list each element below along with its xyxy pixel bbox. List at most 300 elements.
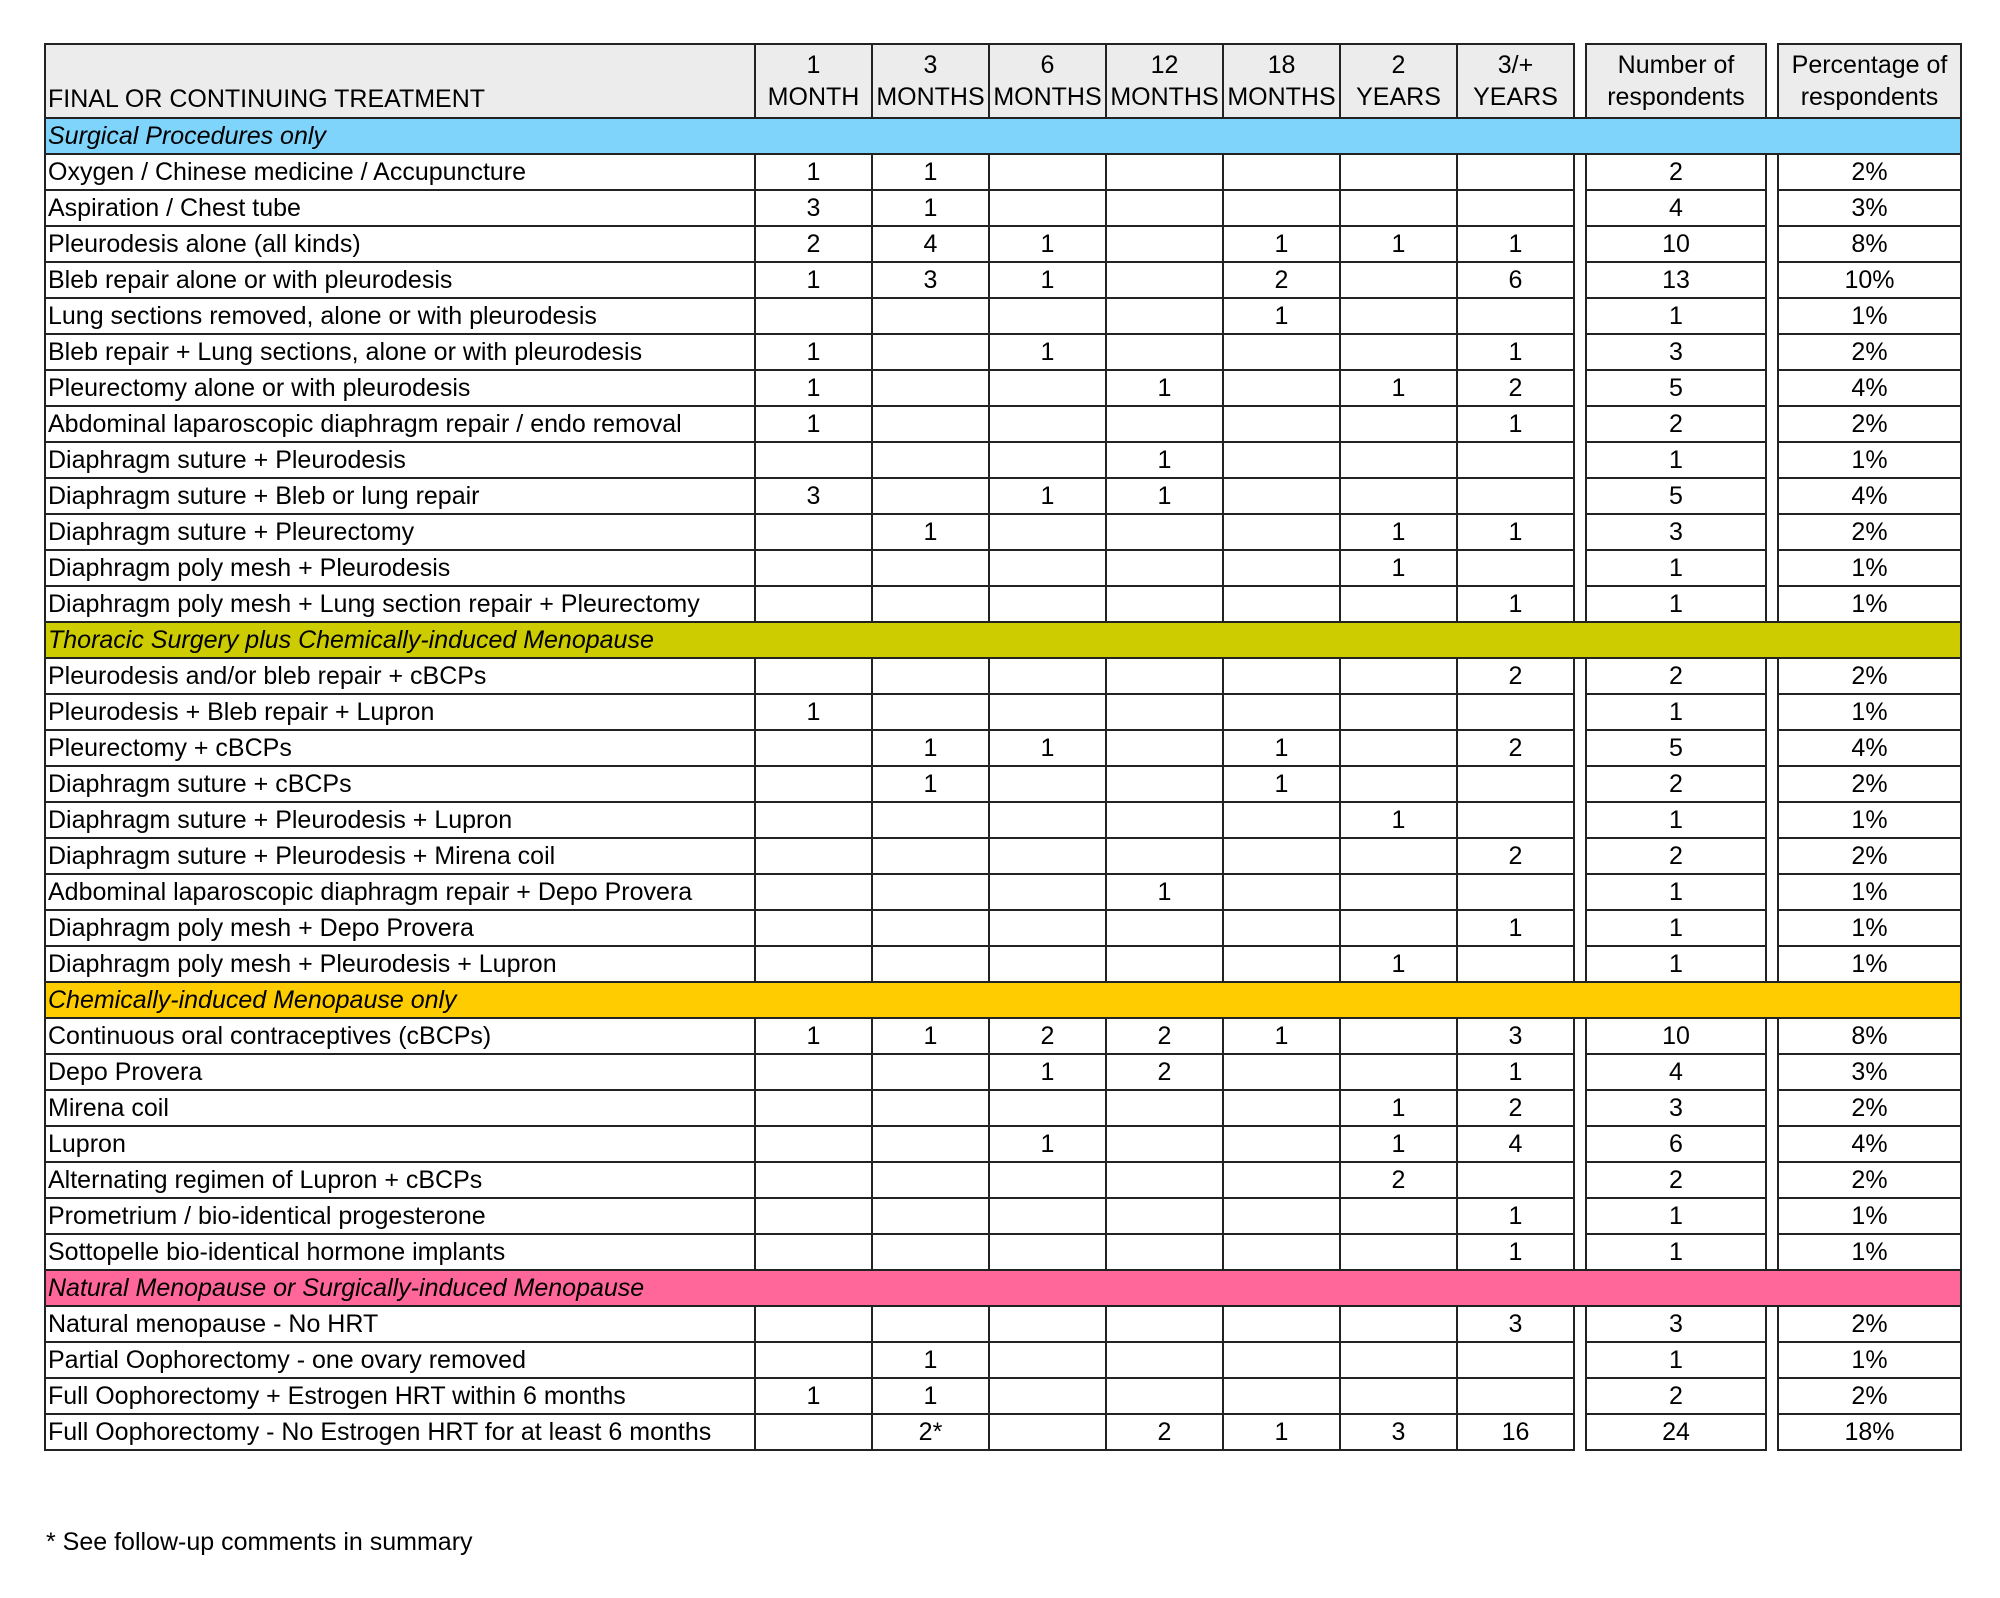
column-gap bbox=[1766, 334, 1778, 370]
column-gap bbox=[1574, 838, 1586, 874]
column-gap bbox=[1766, 1162, 1778, 1198]
column-gap bbox=[1766, 262, 1778, 298]
period-cell bbox=[1340, 1378, 1457, 1414]
period-cell bbox=[1223, 1162, 1340, 1198]
period-cell: 2 bbox=[1457, 730, 1574, 766]
column-gap bbox=[1574, 226, 1586, 262]
period-cell: 2 bbox=[1457, 370, 1574, 406]
percentage-cell: 1% bbox=[1778, 910, 1961, 946]
table-row bbox=[45, 262, 1961, 298]
percentage-cell: 2% bbox=[1778, 838, 1961, 874]
column-gap bbox=[1766, 1090, 1778, 1126]
period-cell bbox=[989, 946, 1106, 982]
period-cell bbox=[872, 802, 989, 838]
period-cell: 1 bbox=[872, 514, 989, 550]
period-cell bbox=[1223, 1198, 1340, 1234]
percentage-cell: 1% bbox=[1778, 298, 1961, 334]
period-cell bbox=[1457, 298, 1574, 334]
period-cell bbox=[1106, 550, 1223, 586]
section-title: Chemically-induced Menopause only bbox=[45, 982, 1961, 1018]
period-cell bbox=[1223, 190, 1340, 226]
period-cell: 1 bbox=[755, 1018, 872, 1054]
period-cell bbox=[1106, 1342, 1223, 1378]
column-gap bbox=[1574, 910, 1586, 946]
period-cell bbox=[1340, 874, 1457, 910]
column-gap bbox=[1574, 406, 1586, 442]
column-gap bbox=[1766, 730, 1778, 766]
number-cell: 1 bbox=[1586, 298, 1766, 334]
number-cell: 1 bbox=[1586, 442, 1766, 478]
column-gap bbox=[1766, 910, 1778, 946]
period-cell bbox=[1223, 1090, 1340, 1126]
table-row bbox=[45, 1054, 1961, 1090]
percentage-cell: 2% bbox=[1778, 406, 1961, 442]
period-cell bbox=[1340, 694, 1457, 730]
column-gap bbox=[1766, 514, 1778, 550]
column-gap bbox=[1574, 550, 1586, 586]
percentage-cell: 1% bbox=[1778, 694, 1961, 730]
period-cell: 1 bbox=[1223, 298, 1340, 334]
column-gap bbox=[1766, 1126, 1778, 1162]
column-gap bbox=[1574, 1126, 1586, 1162]
header-period: 6 MONTHS bbox=[989, 44, 1106, 118]
period-cell bbox=[755, 1414, 872, 1450]
period-cell: 4 bbox=[872, 226, 989, 262]
period-cell: 1 bbox=[989, 730, 1106, 766]
period-cell: 1 bbox=[1223, 730, 1340, 766]
period-cell: 1 bbox=[1223, 226, 1340, 262]
percentage-cell: 1% bbox=[1778, 586, 1961, 622]
period-cell: 1 bbox=[1106, 874, 1223, 910]
column-gap bbox=[1574, 514, 1586, 550]
percentage-cell: 2% bbox=[1778, 334, 1961, 370]
header-treatment: FINAL OR CONTINUING TREATMENT bbox=[45, 44, 755, 118]
period-cell: 1 bbox=[1340, 514, 1457, 550]
treatment-cell: Diaphragm suture + Pleurodesis bbox=[45, 442, 755, 478]
column-gap bbox=[1766, 226, 1778, 262]
period-cell: 1 bbox=[989, 478, 1106, 514]
column-gap bbox=[1766, 442, 1778, 478]
table-row bbox=[45, 586, 1961, 622]
section-row bbox=[45, 622, 1961, 658]
period-cell bbox=[755, 442, 872, 478]
period-cell bbox=[989, 154, 1106, 190]
number-cell: 4 bbox=[1586, 1054, 1766, 1090]
period-cell: 2 bbox=[1457, 658, 1574, 694]
column-gap bbox=[1574, 730, 1586, 766]
column-gap bbox=[1766, 658, 1778, 694]
period-cell: 1 bbox=[755, 154, 872, 190]
treatment-cell: Diaphragm poly mesh + Pleurodesis bbox=[45, 550, 755, 586]
period-cell: 2* bbox=[872, 1414, 989, 1450]
table-row bbox=[45, 1378, 1961, 1414]
period-cell: 1 bbox=[755, 694, 872, 730]
column-gap bbox=[1766, 1054, 1778, 1090]
period-cell bbox=[1223, 802, 1340, 838]
period-cell: 1 bbox=[1457, 1198, 1574, 1234]
treatment-cell: Pleurodesis + Bleb repair + Lupron bbox=[45, 694, 755, 730]
percentage-cell: 2% bbox=[1778, 1378, 1961, 1414]
footnote: * See follow-up comments in summary bbox=[46, 1528, 473, 1556]
number-cell: 6 bbox=[1586, 1126, 1766, 1162]
column-gap bbox=[1574, 1018, 1586, 1054]
period-cell bbox=[1223, 1054, 1340, 1090]
period-cell bbox=[755, 802, 872, 838]
period-cell bbox=[872, 1054, 989, 1090]
period-cell bbox=[1340, 478, 1457, 514]
period-cell: 1 bbox=[1340, 802, 1457, 838]
period-cell bbox=[1223, 370, 1340, 406]
percentage-cell: 2% bbox=[1778, 1162, 1961, 1198]
period-cell bbox=[1223, 550, 1340, 586]
period-cell bbox=[1106, 1234, 1223, 1270]
period-cell bbox=[755, 1198, 872, 1234]
number-cell: 3 bbox=[1586, 334, 1766, 370]
column-gap bbox=[1574, 190, 1586, 226]
period-cell bbox=[1106, 334, 1223, 370]
period-cell bbox=[989, 586, 1106, 622]
period-cell: 3 bbox=[1457, 1306, 1574, 1342]
number-cell: 1 bbox=[1586, 586, 1766, 622]
percentage-cell: 3% bbox=[1778, 190, 1961, 226]
percentage-cell: 2% bbox=[1778, 514, 1961, 550]
period-cell bbox=[1223, 874, 1340, 910]
number-cell: 2 bbox=[1586, 154, 1766, 190]
period-cell bbox=[989, 550, 1106, 586]
treatment-cell: Natural menopause - No HRT bbox=[45, 1306, 755, 1342]
table-row bbox=[45, 442, 1961, 478]
period-cell: 3 bbox=[1340, 1414, 1457, 1450]
period-cell: 1 bbox=[989, 1054, 1106, 1090]
treatment-cell: Pleurectomy + cBCPs bbox=[45, 730, 755, 766]
period-cell bbox=[1106, 190, 1223, 226]
treatment-cell: Diaphragm suture + Pleurodesis + Lupron bbox=[45, 802, 755, 838]
treatment-cell: Mirena coil bbox=[45, 1090, 755, 1126]
period-cell bbox=[755, 514, 872, 550]
period-cell bbox=[755, 1306, 872, 1342]
percentage-cell: 1% bbox=[1778, 874, 1961, 910]
period-cell bbox=[1457, 154, 1574, 190]
column-gap bbox=[1574, 442, 1586, 478]
period-cell bbox=[1340, 838, 1457, 874]
period-cell bbox=[989, 1090, 1106, 1126]
period-cell bbox=[1106, 658, 1223, 694]
period-cell bbox=[1223, 1126, 1340, 1162]
number-cell: 3 bbox=[1586, 1090, 1766, 1126]
period-cell bbox=[1340, 334, 1457, 370]
column-gap bbox=[1574, 262, 1586, 298]
header-period: 3 MONTHS bbox=[872, 44, 989, 118]
period-cell bbox=[1223, 334, 1340, 370]
period-cell bbox=[1223, 406, 1340, 442]
period-cell bbox=[872, 838, 989, 874]
period-cell bbox=[1106, 586, 1223, 622]
period-cell bbox=[1340, 298, 1457, 334]
column-gap bbox=[1574, 586, 1586, 622]
period-cell bbox=[755, 730, 872, 766]
treatment-cell: Diaphragm poly mesh + Lung section repair + Pleurectomy bbox=[45, 586, 755, 622]
period-cell bbox=[989, 766, 1106, 802]
column-gap bbox=[1574, 1054, 1586, 1090]
period-cell bbox=[1106, 1378, 1223, 1414]
period-cell bbox=[755, 298, 872, 334]
period-cell bbox=[1223, 442, 1340, 478]
header-period: 18 MONTHS bbox=[1223, 44, 1340, 118]
period-cell bbox=[1457, 874, 1574, 910]
column-gap bbox=[1766, 44, 1778, 118]
period-cell: 1 bbox=[989, 226, 1106, 262]
period-cell bbox=[1106, 1090, 1223, 1126]
period-cell bbox=[1457, 1378, 1574, 1414]
number-cell: 10 bbox=[1586, 226, 1766, 262]
period-cell bbox=[1106, 406, 1223, 442]
period-cell bbox=[989, 694, 1106, 730]
period-cell bbox=[1106, 1162, 1223, 1198]
table-row bbox=[45, 946, 1961, 982]
column-gap bbox=[1574, 478, 1586, 514]
period-cell bbox=[1223, 154, 1340, 190]
column-gap bbox=[1766, 1234, 1778, 1270]
table-row bbox=[45, 730, 1961, 766]
table-row bbox=[45, 226, 1961, 262]
period-cell bbox=[755, 586, 872, 622]
period-cell bbox=[755, 1090, 872, 1126]
period-cell bbox=[989, 658, 1106, 694]
column-gap bbox=[1766, 1018, 1778, 1054]
period-cell bbox=[1106, 1126, 1223, 1162]
period-cell bbox=[755, 910, 872, 946]
period-cell: 2 bbox=[1106, 1414, 1223, 1450]
column-gap bbox=[1574, 1162, 1586, 1198]
treatment-cell: Diaphragm suture + Pleurectomy bbox=[45, 514, 755, 550]
period-cell: 2 bbox=[1106, 1054, 1223, 1090]
period-cell bbox=[755, 1234, 872, 1270]
period-cell: 2 bbox=[755, 226, 872, 262]
table-row bbox=[45, 334, 1961, 370]
period-cell bbox=[755, 766, 872, 802]
column-gap bbox=[1574, 298, 1586, 334]
table-row bbox=[45, 1342, 1961, 1378]
period-cell bbox=[755, 550, 872, 586]
number-cell: 5 bbox=[1586, 730, 1766, 766]
table-row bbox=[45, 1090, 1961, 1126]
period-cell: 2 bbox=[1457, 1090, 1574, 1126]
period-cell bbox=[1106, 766, 1223, 802]
table-row bbox=[45, 1414, 1961, 1450]
number-cell: 2 bbox=[1586, 1378, 1766, 1414]
period-cell bbox=[1106, 802, 1223, 838]
percentage-cell: 2% bbox=[1778, 1306, 1961, 1342]
period-cell bbox=[1457, 694, 1574, 730]
column-gap bbox=[1766, 838, 1778, 874]
period-cell bbox=[872, 586, 989, 622]
period-cell bbox=[989, 1198, 1106, 1234]
treatment-cell: Lung sections removed, alone or with pleurodesis bbox=[45, 298, 755, 334]
period-cell: 1 bbox=[1223, 1414, 1340, 1450]
period-cell bbox=[989, 406, 1106, 442]
column-gap bbox=[1766, 1342, 1778, 1378]
period-cell: 1 bbox=[872, 1378, 989, 1414]
period-cell: 1 bbox=[755, 334, 872, 370]
period-cell: 3 bbox=[755, 478, 872, 514]
treatment-cell: Adbominal laparoscopic diaphragm repair + Depo Provera bbox=[45, 874, 755, 910]
period-cell bbox=[872, 694, 989, 730]
section-title: Surgical Procedures only bbox=[45, 118, 1961, 154]
column-gap bbox=[1766, 766, 1778, 802]
period-cell: 1 bbox=[1340, 1090, 1457, 1126]
table-row bbox=[45, 478, 1961, 514]
percentage-cell: 2% bbox=[1778, 766, 1961, 802]
period-cell: 1 bbox=[1106, 442, 1223, 478]
period-cell: 1 bbox=[989, 262, 1106, 298]
column-gap bbox=[1574, 154, 1586, 190]
percentage-cell: 1% bbox=[1778, 1234, 1961, 1270]
period-cell: 1 bbox=[1223, 1018, 1340, 1054]
header-number: Number of respondents bbox=[1586, 44, 1766, 118]
number-cell: 10 bbox=[1586, 1018, 1766, 1054]
header-period: 12 MONTHS bbox=[1106, 44, 1223, 118]
period-cell bbox=[872, 1162, 989, 1198]
period-cell bbox=[1223, 838, 1340, 874]
period-cell bbox=[1223, 910, 1340, 946]
period-cell bbox=[872, 1198, 989, 1234]
column-gap bbox=[1766, 694, 1778, 730]
period-cell: 1 bbox=[872, 190, 989, 226]
period-cell bbox=[1340, 1198, 1457, 1234]
column-gap bbox=[1574, 874, 1586, 910]
period-cell bbox=[1106, 694, 1223, 730]
number-cell: 2 bbox=[1586, 658, 1766, 694]
period-cell: 1 bbox=[872, 1018, 989, 1054]
percentage-cell: 1% bbox=[1778, 946, 1961, 982]
period-cell bbox=[1223, 946, 1340, 982]
period-cell bbox=[1340, 1306, 1457, 1342]
number-cell: 1 bbox=[1586, 550, 1766, 586]
treatment-cell: Partial Oophorectomy - one ovary removed bbox=[45, 1342, 755, 1378]
period-cell: 2 bbox=[1223, 262, 1340, 298]
percentage-cell: 4% bbox=[1778, 1126, 1961, 1162]
period-cell bbox=[989, 838, 1106, 874]
period-cell: 6 bbox=[1457, 262, 1574, 298]
period-cell: 1 bbox=[1457, 406, 1574, 442]
period-cell bbox=[755, 658, 872, 694]
period-cell: 1 bbox=[1106, 370, 1223, 406]
period-cell bbox=[755, 1342, 872, 1378]
treatment-cell: Diaphragm poly mesh + Depo Provera bbox=[45, 910, 755, 946]
table-row bbox=[45, 370, 1961, 406]
period-cell bbox=[989, 190, 1106, 226]
column-gap bbox=[1766, 370, 1778, 406]
percentage-cell: 8% bbox=[1778, 226, 1961, 262]
treatment-cell: Full Oophorectomy + Estrogen HRT within 6 months bbox=[45, 1378, 755, 1414]
period-cell bbox=[872, 658, 989, 694]
number-cell: 3 bbox=[1586, 1306, 1766, 1342]
period-cell: 2 bbox=[1106, 1018, 1223, 1054]
period-cell bbox=[1223, 658, 1340, 694]
table-row bbox=[45, 1306, 1961, 1342]
period-cell: 1 bbox=[1457, 1054, 1574, 1090]
number-cell: 1 bbox=[1586, 946, 1766, 982]
period-cell bbox=[1340, 730, 1457, 766]
period-cell: 1 bbox=[1340, 226, 1457, 262]
column-gap bbox=[1766, 586, 1778, 622]
period-cell bbox=[872, 910, 989, 946]
period-cell bbox=[1457, 1342, 1574, 1378]
percentage-cell: 1% bbox=[1778, 550, 1961, 586]
table-row bbox=[45, 874, 1961, 910]
table-row bbox=[45, 514, 1961, 550]
period-cell bbox=[755, 946, 872, 982]
table-row bbox=[45, 1198, 1961, 1234]
period-cell: 1 bbox=[755, 370, 872, 406]
treatment-cell: Pleurodesis and/or bleb repair + cBCPs bbox=[45, 658, 755, 694]
period-cell: 3 bbox=[872, 262, 989, 298]
table-row bbox=[45, 190, 1961, 226]
period-cell bbox=[989, 1342, 1106, 1378]
header-period: 3/+ YEARS bbox=[1457, 44, 1574, 118]
period-cell bbox=[1457, 802, 1574, 838]
header-period: 2 YEARS bbox=[1340, 44, 1457, 118]
period-cell bbox=[1106, 910, 1223, 946]
treatment-cell: Lupron bbox=[45, 1126, 755, 1162]
period-cell bbox=[1223, 478, 1340, 514]
period-cell bbox=[872, 298, 989, 334]
treatment-cell: Aspiration / Chest tube bbox=[45, 190, 755, 226]
header-period: 1 MONTH bbox=[755, 44, 872, 118]
percentage-cell: 1% bbox=[1778, 1198, 1961, 1234]
period-cell bbox=[1223, 1306, 1340, 1342]
percentage-cell: 1% bbox=[1778, 802, 1961, 838]
period-cell: 1 bbox=[755, 262, 872, 298]
period-cell bbox=[755, 1054, 872, 1090]
number-cell: 2 bbox=[1586, 1162, 1766, 1198]
number-cell: 1 bbox=[1586, 1234, 1766, 1270]
column-gap bbox=[1574, 1234, 1586, 1270]
number-cell: 24 bbox=[1586, 1414, 1766, 1450]
percentage-cell: 4% bbox=[1778, 478, 1961, 514]
header-row bbox=[45, 44, 1961, 118]
number-cell: 1 bbox=[1586, 910, 1766, 946]
column-gap bbox=[1574, 1342, 1586, 1378]
period-cell: 2 bbox=[1457, 838, 1574, 874]
period-cell: 1 bbox=[1340, 550, 1457, 586]
section-title: Thoracic Surgery plus Chemically-induced Menopause bbox=[45, 622, 1961, 658]
column-gap bbox=[1574, 1378, 1586, 1414]
period-cell bbox=[755, 1162, 872, 1198]
treatment-cell: Bleb repair alone or with pleurodesis bbox=[45, 262, 755, 298]
column-gap bbox=[1766, 298, 1778, 334]
period-cell bbox=[989, 874, 1106, 910]
period-cell bbox=[872, 874, 989, 910]
treatment-cell: Bleb repair + Lung sections, alone or with pleurodesis bbox=[45, 334, 755, 370]
period-cell: 1 bbox=[872, 154, 989, 190]
table-row bbox=[45, 154, 1961, 190]
period-cell bbox=[872, 550, 989, 586]
period-cell: 1 bbox=[1457, 586, 1574, 622]
period-cell bbox=[1340, 766, 1457, 802]
number-cell: 3 bbox=[1586, 514, 1766, 550]
period-cell bbox=[1106, 1306, 1223, 1342]
column-gap bbox=[1766, 154, 1778, 190]
percentage-cell: 4% bbox=[1778, 730, 1961, 766]
period-cell bbox=[1340, 658, 1457, 694]
period-cell bbox=[989, 514, 1106, 550]
table-row bbox=[45, 1162, 1961, 1198]
period-cell bbox=[989, 1162, 1106, 1198]
period-cell: 1 bbox=[1457, 226, 1574, 262]
period-cell: 1 bbox=[1457, 514, 1574, 550]
number-cell: 2 bbox=[1586, 406, 1766, 442]
